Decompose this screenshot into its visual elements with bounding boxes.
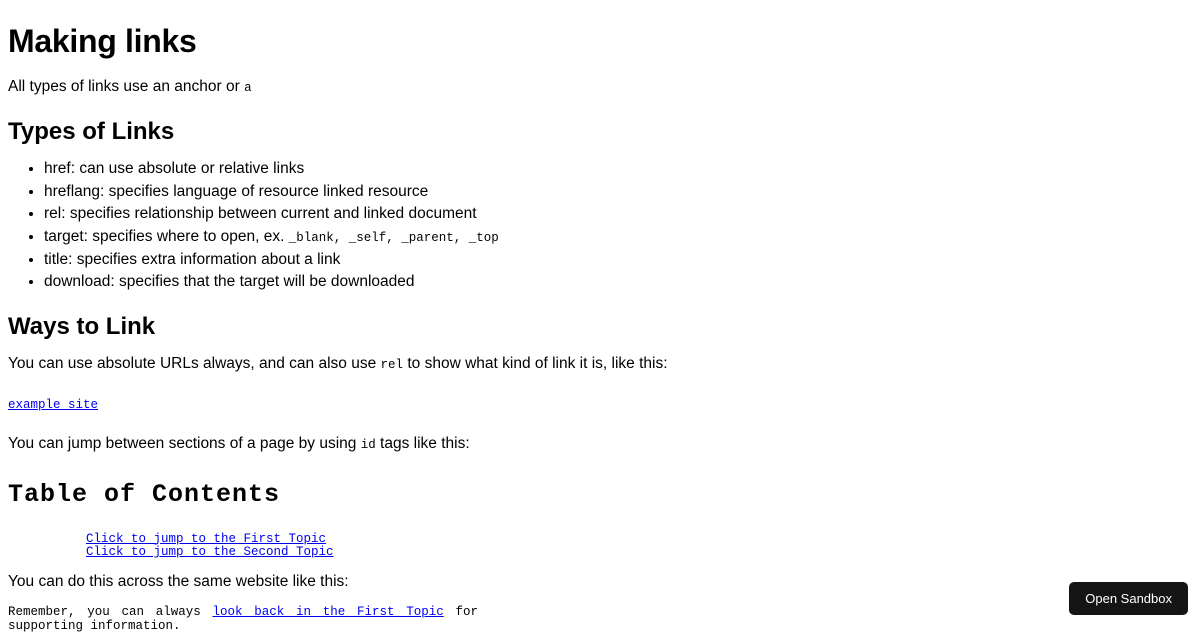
ways-text-a: You can use absolute URLs always, and can also use [8,355,381,373]
ways-paragraph-absolute [8,354,1192,374]
list-item [44,250,1192,270]
list-item [44,182,1192,202]
intro-text: All types of links use an anchor or [8,78,245,96]
remember-prefix: Remember, you can always [8,604,213,619]
list-item-text: title: specifies extra information about a link [44,250,341,268]
toc-link-first-topic[interactable]: Click to jump to the First Topic [86,531,327,546]
intro-paragraph [8,77,1192,97]
ways-text-b: to show what kind of link it is, like this: [403,355,668,373]
remember-first-topic-link[interactable]: look back in the First Topic [212,604,444,619]
ways-paragraph-cross-site: You can do this across the same website like this: [8,572,349,590]
list-item-text: rel: specifies relationship between current and linked document [44,205,477,223]
list-item [44,272,1192,292]
list-item [44,159,1192,179]
list-item [44,204,1192,224]
table-of-contents-links [86,533,1192,560]
remember-suffix: for supporting information. [8,604,478,634]
remember-paragraph [8,605,478,634]
types-of-links-list [8,159,1192,292]
page-title: Making links [8,23,197,59]
ways-paragraph-sections [8,434,1192,454]
section-heading-types: Types of Links [8,117,175,145]
table-of-contents-heading: Table of Contents [8,479,281,509]
list-item-text: download: specifies that the target will be downloaded [44,273,415,291]
intro-inline-code: a [244,81,252,96]
sections-text-b: tags like this: [375,434,470,452]
toc-link-second-topic[interactable]: Click to jump to the Second Topic [86,545,334,560]
example-site-link[interactable]: example site [8,397,99,412]
list-item-text: target: specifies where to open, ex. [44,228,289,246]
list-item [44,227,1192,247]
section-heading-ways: Ways to Link [8,312,156,340]
list-item-code: _blank, _self, _parent, _top [288,231,499,246]
sections-text-a: You can jump between sections of a page by using [8,434,361,452]
id-inline-code: id [360,437,376,452]
list-item-text: hreflang: specifies language of resource linked resource [44,182,429,200]
rel-inline-code: rel [380,358,404,373]
open-sandbox-button[interactable]: Open Sandbox [1069,582,1188,615]
list-item-text: href: can use absolute or relative links [44,160,305,178]
